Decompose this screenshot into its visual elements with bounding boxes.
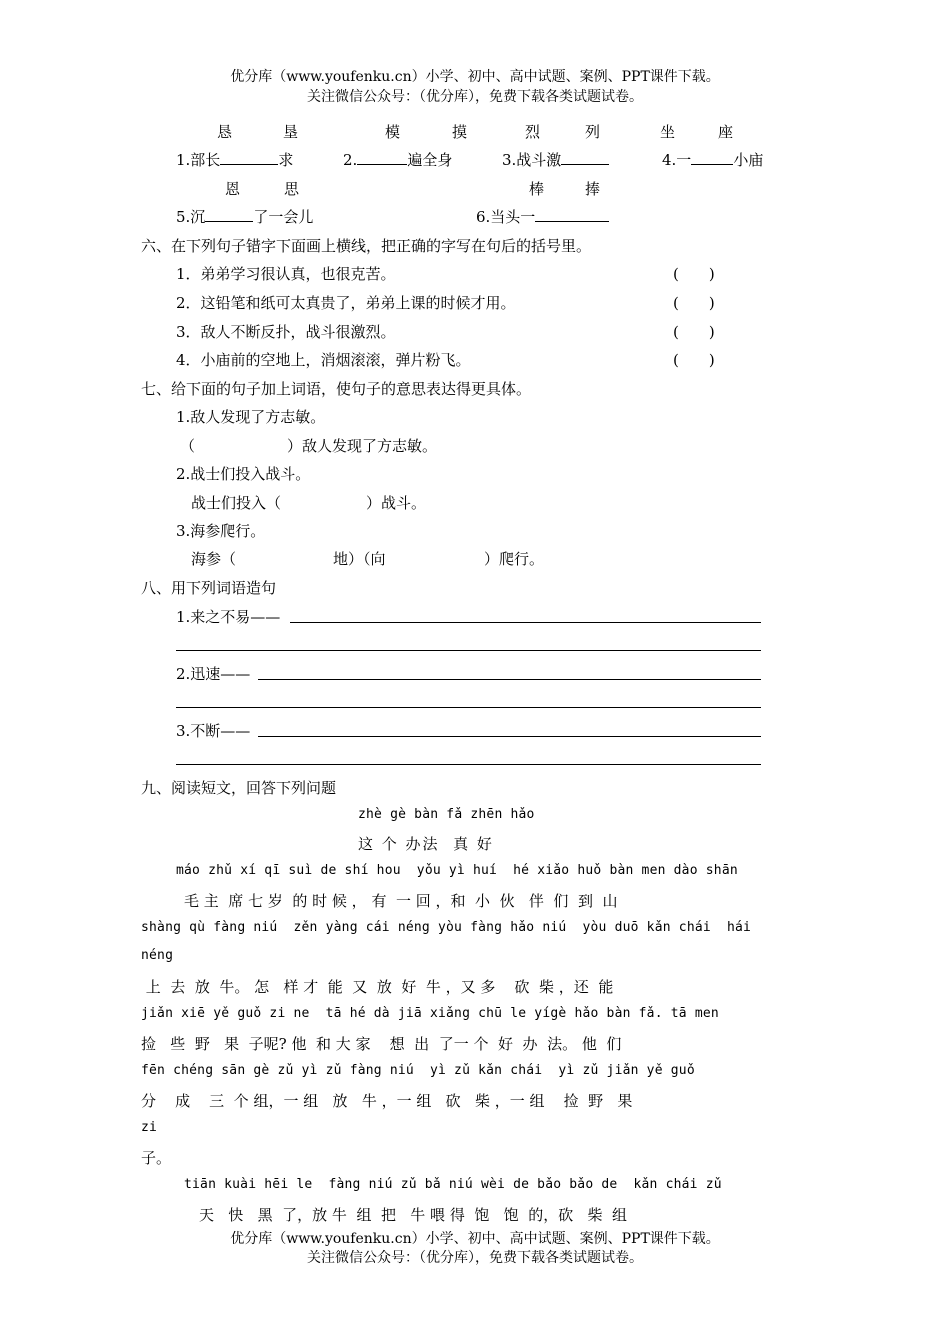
sentence-prompt: 1.来之不易—— <box>176 608 281 626</box>
choice-char: 捧 <box>585 180 601 198</box>
choice-char: 摸 <box>452 123 468 141</box>
hanzi-line: 分 成 三 个 组，一 组 放 牛 ，一 组 砍 柴 ，一 组 捡 野 果 <box>141 1092 633 1110</box>
writing-line[interactable] <box>176 650 761 651</box>
answer-bracket[interactable]: ( ) <box>673 294 715 312</box>
section-7-title: 七、给下面的句子加上词语，使句子的意思表达得更具体。 <box>141 380 532 398</box>
choice-char: 垦 <box>283 123 299 141</box>
answer-blank[interactable] <box>220 150 278 165</box>
section-6-item: 3．敌人不断反扑，战斗很激烈。 <box>176 323 396 341</box>
choice-item-6: 6.当头一 <box>476 206 609 227</box>
writing-line[interactable] <box>290 622 761 623</box>
section-7-answer: 地）（向 <box>333 550 386 568</box>
choice-char: 恳 <box>217 123 233 141</box>
answer-blank[interactable] <box>205 207 253 222</box>
pinyin-line: shàng qù fàng niú zěn yàng cái néng yòu fàng hǎo niú yòu duō kǎn chái hái <box>141 920 752 935</box>
pinyin-line: máo zhǔ xí qī suì de shí hou yǒu yì huí hé xiǎo huǒ bàn men dào shān <box>176 863 738 878</box>
story-title-pinyin: zhè gè bàn fǎ zhēn hǎo <box>358 807 535 822</box>
choice-char: 坐 <box>660 123 676 141</box>
section-8-title: 八、用下列词语造句 <box>141 579 277 597</box>
choice-char: 座 <box>718 123 734 141</box>
pinyin-line: zi <box>141 1120 158 1135</box>
choice-item-1: 1.部长 求 <box>176 151 294 169</box>
section-6-item: 4．小庙前的空地上，消烟滚滚，弹片粉飞。 <box>176 351 471 369</box>
pinyin-line: tiān kuài hēi le fàng niú zǔ bǎ niú wèi de bǎo bǎo de kǎn chái zǔ <box>184 1177 722 1192</box>
choice-item-2: 2. 遍全身 <box>343 151 453 169</box>
writing-line[interactable] <box>258 679 761 680</box>
page-header-line-1: 优分库（www.youfenku.cn）小学、初中、高中试题、案例、PPT课件下载。 <box>230 69 720 85</box>
answer-blank[interactable] <box>535 207 609 222</box>
answer-bracket[interactable]: ( ) <box>673 265 715 283</box>
choice-char: 思 <box>284 180 300 198</box>
section-6-item: 1．弟弟学习很认真，也很克苦。 <box>176 265 396 283</box>
hanzi-line: 捡 些 野 果 子呢? 他 和 大 家 想 出 了一 个 好 办 法。 他 们 <box>141 1035 622 1053</box>
pinyin-line: néng <box>141 948 174 963</box>
choice-char: 棒 <box>529 180 545 198</box>
hanzi-line: 毛 主 席 七 岁 的 时 候 ， 有 一 回 ，和 小 伙 伴 们 到 山 <box>184 892 618 910</box>
writing-line[interactable] <box>176 707 761 708</box>
sentence-prompt: 2.迅速—— <box>176 665 251 683</box>
section-9-title: 九、阅读短文，回答下列问题 <box>141 779 337 797</box>
answer-bracket[interactable]: ( ) <box>673 323 715 341</box>
section-7-question: 2.战士们投入战斗。 <box>176 465 311 483</box>
choice-item-5: 5.沉 了一会儿 <box>176 208 314 226</box>
page-footer-line-2: 关注微信公众号：（优分库），免费下载各类试题试卷。 <box>307 1250 643 1266</box>
choice-item-4: 4.一 小庙 <box>662 151 764 169</box>
section-7-answer: 海参（ <box>191 550 237 568</box>
writing-line[interactable] <box>176 764 761 765</box>
section-7-answer: 战士们投入（ <box>191 494 282 512</box>
hanzi-line: 子。 <box>141 1149 172 1167</box>
hanzi-line: 天 快 黑 了，放 牛 组 把 牛 喂 得 饱 饱 的，砍 柴 组 <box>199 1206 628 1224</box>
pinyin-line: fēn chéng sān gè zǔ yì zǔ fàng niú yì zǔ kǎn chái yì zǔ jiǎn yě guǒ <box>141 1063 695 1078</box>
section-7-answer: ）爬行。 <box>484 550 545 568</box>
hanzi-line: 上 去 放 牛。 怎 样 才 能 又 放 好 牛 ，又 多 砍 柴 ，还 能 <box>141 978 614 996</box>
page-footer-line-1: 优分库（www.youfenku.cn）小学、初中、高中试题、案例、PPT课件下载。 <box>230 1231 720 1247</box>
section-7-answer: ）敌人发现了方志敏。 <box>287 437 438 455</box>
section-7-answer: ）战斗。 <box>366 494 427 512</box>
section-7-question: 1.敌人发现了方志敏。 <box>176 408 326 426</box>
answer-blank[interactable] <box>357 150 407 165</box>
section-6-title: 六、在下列句子错字下面画上横线，把正确的字写在句后的括号里。 <box>141 237 592 255</box>
choice-char: 模 <box>385 123 401 141</box>
answer-bracket[interactable]: ( ) <box>673 351 715 369</box>
choice-item-3: 3.战斗激 <box>502 149 609 170</box>
section-7-question: 3.海参爬行。 <box>176 522 266 540</box>
writing-line[interactable] <box>258 736 761 737</box>
sentence-prompt: 3.不断—— <box>176 722 251 740</box>
choice-char: 列 <box>585 123 601 141</box>
answer-blank[interactable] <box>691 150 733 165</box>
choice-char: 烈 <box>525 123 541 141</box>
bracket-open[interactable]: （ <box>180 437 196 455</box>
pinyin-line: jiǎn xiē yě guǒ zi ne tā hé dà jiā xiǎng chū le yígè hǎo bàn fǎ. tā men <box>141 1006 719 1021</box>
page-header-line-2: 关注微信公众号：（优分库），免费下载各类试题试卷。 <box>307 89 643 105</box>
section-6-item: 2．这铅笔和纸可太真贵了，弟弟上课的时候才用。 <box>176 294 516 312</box>
story-title: 这 个 办法 真 好 <box>358 835 494 853</box>
answer-blank[interactable] <box>561 150 609 165</box>
choice-char: 恩 <box>225 180 241 198</box>
